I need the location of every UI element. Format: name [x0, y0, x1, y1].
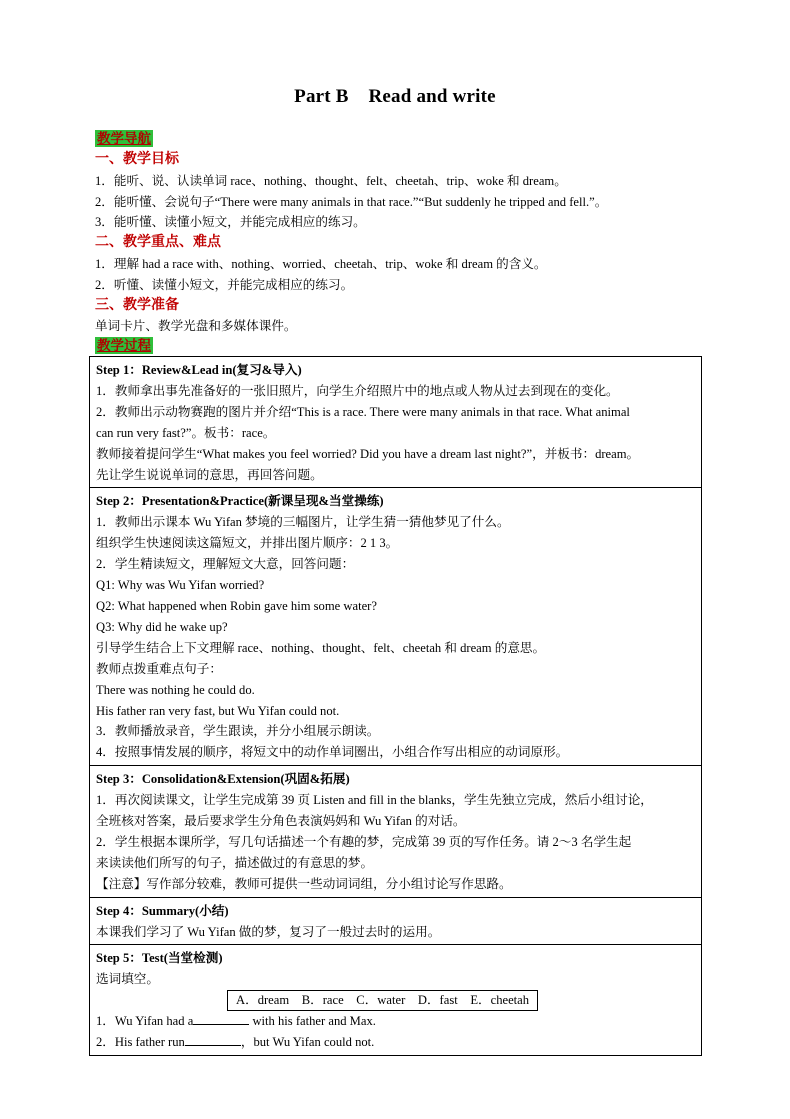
step-line: can run very fast?”。板书：race。	[96, 425, 276, 440]
guide-tag: 教学导航	[97, 131, 151, 146]
step-line: 教师接着提问学生“What makes you feel worried? Did you have a dream last night?”，并板书：dream。	[96, 446, 640, 461]
objective-item: 1．能听、说、认读单词 race、nothing、thought、felt、cheetah、trip、woke 和 dream。	[95, 174, 567, 188]
step-row	[90, 897, 702, 945]
objective-item: 3．能听懂、读懂小短文，并能完成相应的练习。	[95, 215, 366, 229]
step-line: Q2: What happened when Robin gave him some water?	[96, 598, 377, 613]
answer-blank	[185, 1033, 241, 1046]
step-title: Step 2：Presentation&Practice(新课呈现&当堂操练)	[96, 494, 384, 509]
step-row	[90, 488, 702, 766]
step-cell	[90, 357, 702, 488]
step-line: 1．教师拿出事先准备好的一张旧照片，向学生介绍照片中的地点或人物从过去到现在的变化。	[96, 383, 619, 398]
step-line: 1．再次阅读课文，让学生完成第 39 页 Listen and fill in the blanks，学生先独立完成，然后小组讨论，	[96, 793, 653, 808]
step-title: Step 3：Consolidation&Extension(巩固&拓展)	[96, 772, 350, 787]
step-line: 先让学生说说单词的意思，再回答问题。	[96, 467, 323, 482]
step-line: 1．教师出示课本 Wu Yifan 梦境的三幅图片，让学生猜一猜他梦见了什么。	[96, 515, 510, 530]
objectives-heading: 一、教学目标	[95, 152, 179, 167]
key-points-heading: 二、教学重点、难点	[95, 235, 221, 250]
step-line: 教师点拨重难点句子：	[96, 661, 222, 676]
step-line: 2．学生精读短文，理解短文大意，回答问题：	[96, 557, 355, 572]
teaching-process-table	[89, 356, 702, 1056]
step-line: 引导学生结合上下文理解 race、nothing、thought、felt、cheetah 和 dream 的意思。	[96, 640, 546, 655]
step-line: There was nothing he could do.	[96, 682, 255, 697]
step-line: Q3: Why did he wake up?	[96, 619, 228, 634]
step-line: Q1: Why was Wu Yifan worried?	[96, 578, 265, 593]
process-tag: 教学过程	[97, 338, 151, 353]
test-instruction: 选词填空。	[96, 972, 159, 987]
step-line: 全班核对答案，最后要求学生分角色表演妈妈和 Wu Yifan 的对话。	[96, 814, 466, 829]
step-line: His father ran very fast, but Wu Yifan could not.	[96, 703, 340, 718]
step-line: 组织学生快速阅读这篇短文，并排出图片顺序：2 1 3。	[96, 536, 399, 551]
word-choices-box: A．dream B．race C．water D．fast E．cheetah	[227, 990, 538, 1011]
title-name: Read and write	[368, 86, 496, 107]
step-cell	[90, 945, 702, 1056]
step-line: 本课我们学习了 Wu Yifan 做的梦，复习了一般过去时的运用。	[96, 924, 441, 939]
step-line: 2．学生根据本课所学，写几句话描述一个有趣的梦，完成第 39 页的写作任务。请 2～3 名学生起	[96, 834, 632, 849]
answer-blank	[193, 1012, 249, 1025]
guide-tag-row	[95, 130, 153, 148]
step-row	[90, 357, 702, 488]
preparation-text: 单词卡片、教学光盘和多媒体课件。	[95, 319, 297, 333]
choices-row	[96, 990, 695, 1011]
title-part: Part B	[294, 86, 349, 107]
step-line: 2．教师出示动物赛跑的图片并介绍“This is a race. There were many animals in that race. What animal	[96, 404, 630, 419]
step-cell	[90, 488, 702, 766]
page-title	[0, 86, 790, 108]
preparation-heading: 三、教学准备	[95, 298, 179, 313]
test-question: 2．His father run ，but Wu Yifan could not.	[96, 1035, 375, 1050]
key-point-item: 2．听懂、读懂小短文，并能完成相应的练习。	[95, 278, 354, 292]
step-line: 【注意】写作部分较难，教师可提供一些动词词组，分小组讨论写作思路。	[96, 876, 512, 891]
step-title: Step 4：Summary(小结)	[96, 903, 229, 918]
objective-item: 2．能听懂、会说句子“There were many animals in that race.”“But suddenly he tripped and fell.”。	[95, 195, 608, 209]
step-title: Step 1：Review&Lead in(复习&导入)	[96, 363, 302, 377]
process-tag-row	[95, 337, 153, 355]
step-cell	[90, 897, 702, 945]
step-line: 来读读他们所写的句子，描述做过的有意思的梦。	[96, 855, 374, 870]
step-line: 3．教师播放录音，学生跟读，并分小组展示朗读。	[96, 724, 380, 739]
step-cell	[90, 766, 702, 897]
test-question: 1．Wu Yifan had a with his father and Max.	[96, 1014, 376, 1029]
step-row	[90, 945, 702, 1056]
step-row	[90, 766, 702, 897]
key-point-item: 1．理解 had a race with、nothing、worried、cheetah、trip、woke 和 dream 的含义。	[95, 257, 547, 271]
step-title: Step 5：Test(当堂检测)	[96, 951, 223, 966]
step-line: 4．按照事情发展的顺序，将短文中的动作单词圈出，小组合作写出相应的动词原形。	[96, 745, 569, 760]
